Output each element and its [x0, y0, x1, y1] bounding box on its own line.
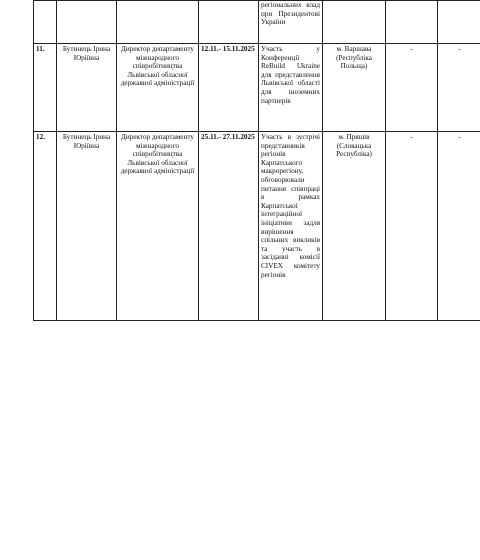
trips-table [33, 0, 480, 321]
cell-purpose: Участь у Конференції ReBuild Ukraine для представлення Львівської області для іноземних партнерів [259, 44, 323, 132]
cell-place: м. Пряшів (Словацька Республіка) [323, 132, 386, 321]
cell-name: Бутинець Ірина Юріївна [57, 132, 117, 321]
cell-col-a: - [386, 44, 438, 132]
cell-name [57, 1, 117, 44]
table-row [34, 44, 480, 132]
cell-number: 12. [34, 132, 57, 321]
cell-col-a: - [386, 132, 438, 321]
cell-place: м. Варшава (Республіка Польща) [323, 44, 386, 132]
cell-number [34, 1, 57, 44]
cell-position: Директор департаменту міжнародного співробітництва Львівської обласної державної адміністрації [117, 132, 199, 321]
cell-place [323, 1, 386, 44]
cell-dates: 25.11.- 27.11.2025 [199, 132, 259, 321]
cell-col-b: - [438, 132, 480, 321]
cell-position: Директор департаменту міжнародного співробітництва Львівської обласної державної адміністрації [117, 44, 199, 132]
table-row [34, 132, 480, 321]
cell-dates [199, 1, 259, 44]
purpose-text: регіональних влад при Президентові України [261, 1, 320, 27]
cell-dates: 12.11.- 15.11.2025 [199, 44, 259, 132]
cell-col-b: - [438, 44, 480, 132]
cell-col-a [386, 1, 438, 44]
cell-col-b [438, 1, 480, 44]
cell-purpose: Участь в зустрічі представників регіонів Карпатського макрорегіону, обговорювали питання співпраці в рамках Карпатської інтеграційної ініціативи задля вирішення спільних викликів та участь в засіданні комісії CIVEX комітету регіонів [259, 132, 323, 321]
cell-purpose [259, 1, 323, 44]
cell-position [117, 1, 199, 44]
table-row-continued [34, 1, 480, 44]
cell-number: 11. [34, 44, 57, 132]
cell-name: Бутинець Ірина Юріївна [57, 44, 117, 132]
